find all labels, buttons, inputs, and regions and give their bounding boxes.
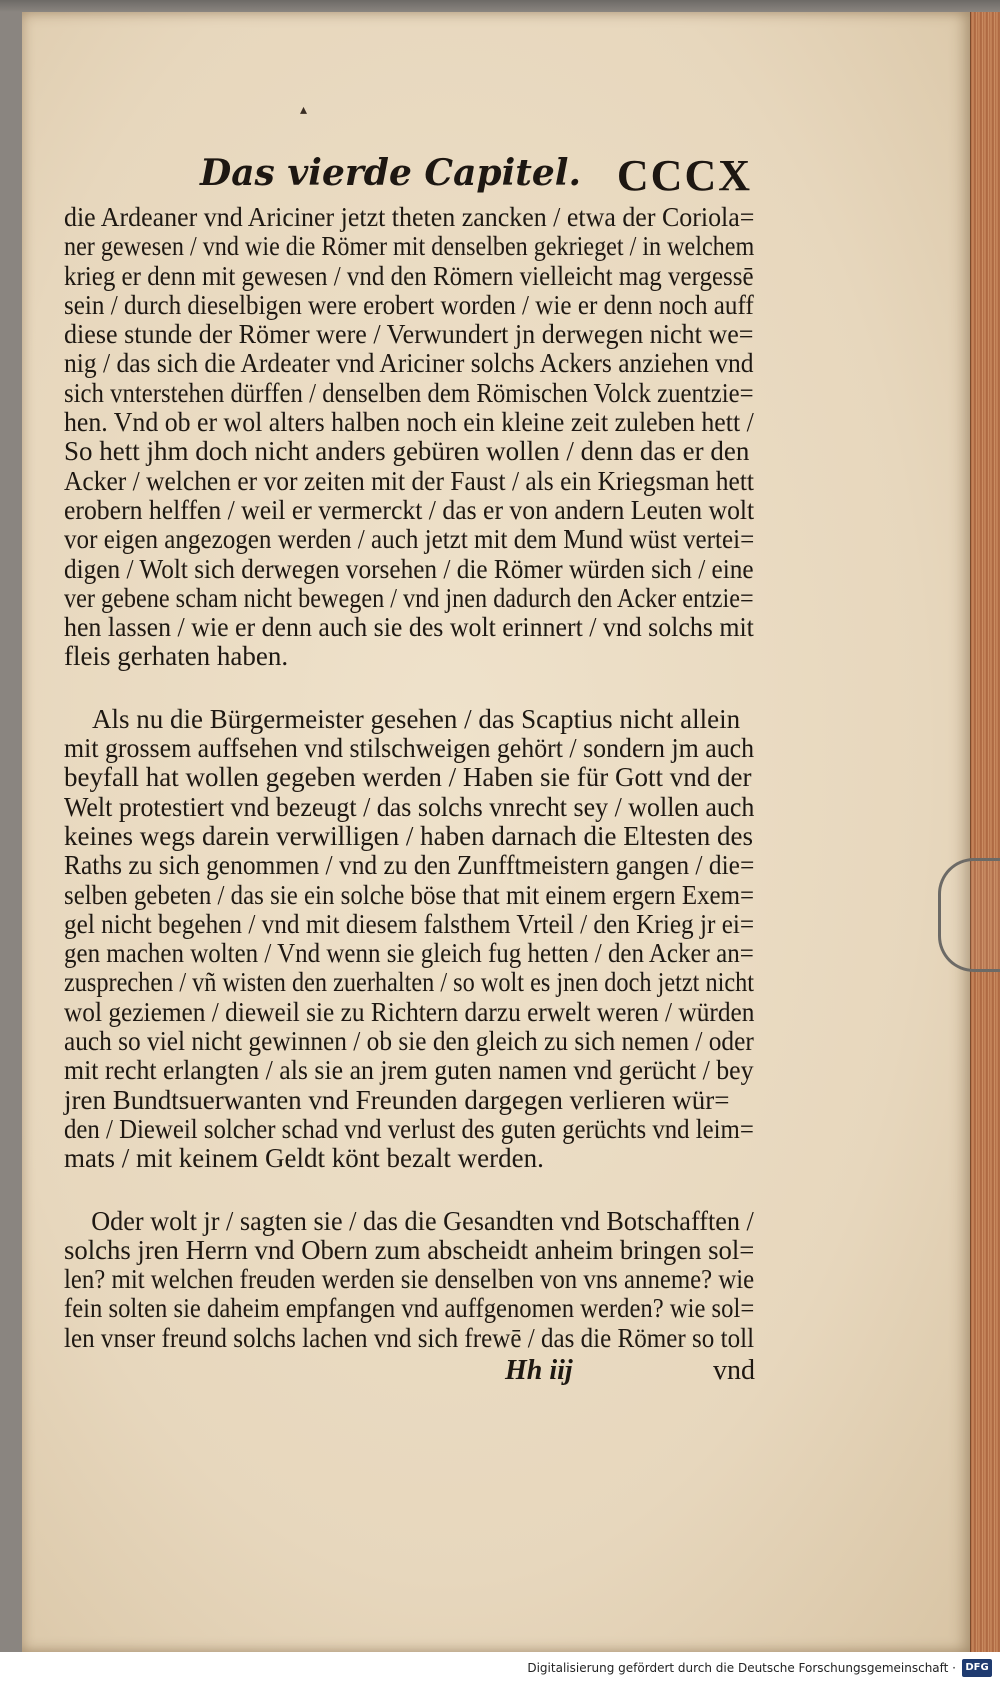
text-line: digen / Wolt sich derwegen vorsehen / die Römer würden sich / eine [64,553,754,584]
running-title: Das vierde Capitel. [200,152,581,194]
text-line: solchs jren Herrn vnd Obern zum abscheidt anheim bringen sol= [64,1234,755,1265]
paragraph [64,1207,754,1353]
text-line: die Ardeaner vnd Ariciner jetzt theten zancken / etwa der Coriola= [64,202,755,232]
text-line: vor eigen angezogen werden / auch jetzt mit dem Mund wüst vertei= [64,524,755,555]
text-line: den / Dieweil solcher schad vnd verlust des guten gerüchts vnd leim= [64,1113,754,1144]
text-line: gen machen wolten / Vnd wenn sie gleich fug hetten / den Acker an= [64,938,754,969]
text-line: gel nicht begehen / vnd mit diesem falsthem Vrteil / den Krieg jr ei= [64,908,755,939]
text-line: ner gewesen / vnd wie die Römer mit denselben gekrieget / in welchem [64,231,755,262]
page-clip [938,858,1000,972]
text-line: Raths zu sich genommen / vnd zu den Zunfftmeistern gangen / die= [64,850,755,881]
text-line: sich vnterstehen dürffen / denselben dem Römischen Volck zuentzie= [64,377,754,408]
scan-top-edge [0,0,1000,12]
dfg-logo: DFG [962,1659,992,1677]
folio-number: CCCX [616,151,752,200]
text-line: len? mit welchen freuden werden sie denselben von vns anneme? wie [64,1264,755,1295]
digitization-footer [0,1652,1000,1685]
text-line: erobern helffen / weil er vermerckt / das er von andern Leuten wolt [64,494,755,525]
paragraph [64,203,754,672]
text-line: beyfall hat wollen gegeben werden / Haben sie für Gott vnd der [64,762,752,793]
text-line: auch so viel nicht gewinnen / ob sie den gleich zu sich nemen / oder [64,1026,754,1057]
text-line: len vnser freund solchs lachen vnd sich frewē / das die Römer so toll [64,1322,755,1353]
paragraph [64,705,754,1174]
text-line: So hett jhm doch nicht anders gebüren wollen / denn das er den [64,436,750,467]
page-bottom [505,1355,755,1387]
text-line: sein / durch dieselbigen were erobert worden / wie er denn noch auff [64,289,754,320]
catchword: vnd [713,1355,755,1386]
text-line: hen lassen / wie er denn auch sie des wolt erinnert / vnd solchs mit [64,612,754,643]
body-text [64,203,754,1386]
pointer-mark: ▴ [300,102,308,118]
text-line: mats / mit keinem Geldt könt bezalt werden. [64,1143,544,1174]
text-line: Als nu die Bürgermeister gesehen / das Scaptius nicht allein [92,703,741,734]
footer-credit: Digitalisierung gefördert durch die Deutsche Forschungsgemeinschaft · [527,1661,956,1675]
signature-mark: Hh iij [505,1355,573,1386]
book-fore-edge [970,12,1000,1652]
text-line: mit recht erlangten / als sie an jrem guten namen vnd gerücht / bey [64,1055,754,1086]
text-line: selben gebeten / das sie ein solche böse that mit einem ergern Exem= [64,879,754,910]
text-line: keines wegs darein verwilligen / haben darnach die Eltesten des [64,820,754,851]
text-line: wol geziemen / dieweil sie zu Richtern darzu erwelt weren / würden [64,996,755,1027]
text-line: fleis gerhaten haben. [64,641,289,672]
text-line: nig / das sich die Ardeater vnd Ariciner solchs Ackers anziehen vnd [64,348,754,379]
text-line: ver gebene scham nicht bewegen / vnd jnen dadurch den Acker entzie= [64,582,754,613]
text-line: mit grossem auffsehen vnd stilschweigen gehört / sondern jm auch [64,733,755,764]
text-line: zusprechen / vñ wisten den zuerhalten / so wolt es jnen doch jetzt nicht [64,967,755,998]
text-line: Welt protestiert vnd bezeugt / das solchs vnrecht sey / wollen auch [64,791,755,822]
text-line: diese stunde der Römer were / Verwundert jn derwegen nicht we= [64,319,754,350]
text-line: krieg er denn mit gewesen / vnd den Römern vielleicht mag vergessē [64,260,754,291]
text-line: fein solten sie daheim empfangen vnd auffgenomen werden? wie sol= [64,1293,755,1324]
text-line: Oder wolt jr / sagten sie / das die Gesandten vnd Botschafften / [91,1205,754,1236]
text-line: jren Bundtsuerwanten vnd Freunden dargegen verlieren wür= [64,1084,730,1115]
text-line: Acker / welchen er vor zeiten mit der Faust / als ein Kriegsman hett [64,465,755,496]
text-line: hen. Vnd ob er wol alters halben noch ein kleine zeit zuleben hett / [64,407,754,438]
